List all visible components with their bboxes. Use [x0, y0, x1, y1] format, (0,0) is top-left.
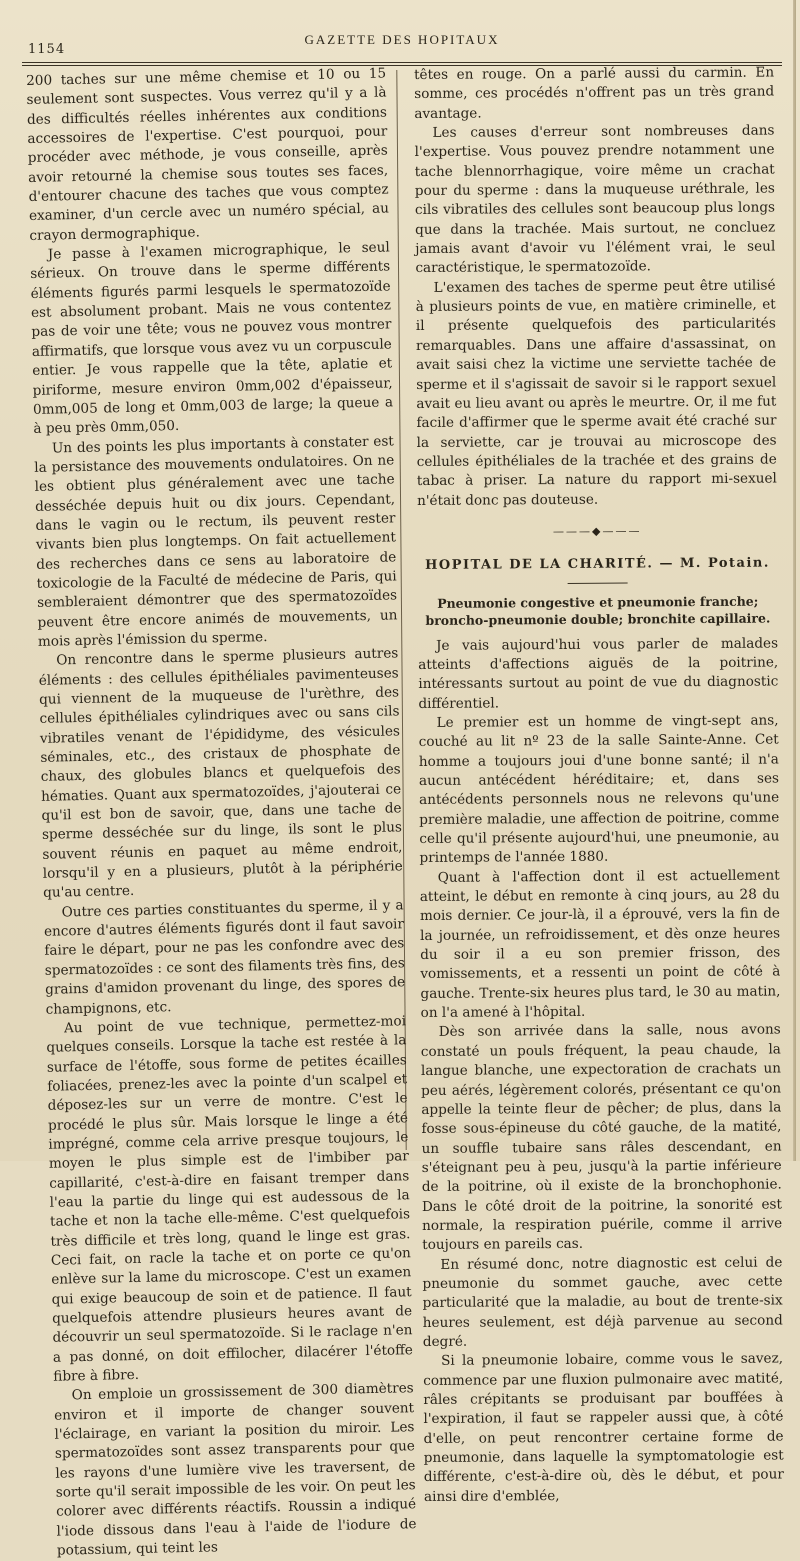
paragraph: 200 taches sur une même chemise et 10 ou 15 seulement sont suspectes. Vous verrez qu'il y a là des difficultés réelles inhérentes aux conditions accessoires de l'expertise. C'est pourquoi, pour procéder avec méthode, je vous conseille, après avoir retourné la chemise sous toutes ses faces, d'entourer chacune des taches que vous comptez examiner, d'un cercle avec un numéro spécial, au crayon dermographique. — [26, 65, 390, 244]
left-column — [26, 64, 417, 1561]
journal-title: GAZETTE DES HOPITAUX — [304, 32, 500, 47]
paragraph: Dès son arrivée dans la salle, nous avons constaté un pouls fréquent, la peau chaude, la langue blanche, une expectoration de crachats un peu aérés, légèrement colorés, présentant ce qu'on appelle la teinte fleur de pêcher; de plus, dans la fosse sous-épineuse du côté gauche, de la matité, un souffle tubaire sans râles descendant, en s'éteignant peu à peu, jusqu'à la partie inférieure de la poitrine, où il existe de la bronchophonie. Dans le côté droit de la poitrine, la sonorité est normale, la respiration puérile, comme il arrive toujours en pareils cas. — [420, 1021, 783, 1254]
paragraph: Le premier est un homme de vingt-sept ans, couché au lit nº 23 de la salle Sainte-Anne. Cet homme a toujours joui d'une bonne santé; il n'a aucun antécédent héréditaire; et, dans ses antécédents personnels nous ne relevons qu'une première maladie, une affection de poitrine, comme celle qu'il présente aujourd'hui, une pneumonie, au printemps de l'année 1880. — [418, 712, 780, 867]
paragraph: Outre ces parties constituantes du sperme, il y a encore d'autres éléments figurés dont il faut savoir faire le départ, pour ne pas les confondre avec des spermatozoïdes : ce sont des filaments très fins, des grains d'amidon provenant du linge, des spores de champignons, etc. — [43, 897, 406, 1018]
short-rule — [568, 582, 628, 583]
paragraph: Au point de vue technique, permettez-moi quelques conseils. Lorsque la tache est restée à la surface de l'étoffe, sous forme de petites écailles foliacées, prenez-les avec la pointe d'un scalpel et déposez-les sur un verre de montre. C'est le procédé le plus sûr. Mais lorsque le linge a été imprégné, comme cela arrive presque toujours, le moyen le plus simple est de l'imbiber par capillarité, c'est-à-dire en faisant tremper dans l'eau la partie du linge qui est audessous de la tache et non la tache elle-même. C'est quelquefois très difficile et très long, quand le linge est gras. Ceci fait, on racle la tache et on porte ce qu'on enlève sur la lame du microscope. C'est un examen qui exige beaucoup de soin et de patience. Il faut quelquefois attendre plusieurs heures avant de découvrir un seul spermatozoïde. Si le raclage n'en a pas donné, on doit effilocher, dilacérer l'étoffe fibre à fibre. — [46, 1013, 414, 1385]
paragraph: Je passe à l'examen micrographique, le seul sérieux. On trouve dans le sperme différents éléments figurés parmi lesquels le spermatozoïde est absolument probant. Mais ne vous contentez pas de voir une tête; vous ne pouvez vous montrer affirmatifs, que lorsque vous avez vu un corpuscule entier. Je vous rappelle que la tête, aplatie et piriforme, mesure environ 0mm,002 d'épaisseur, 0mm,005 de long et 0mm,003 de large; la queue a à peu près 0mm,050. — [30, 239, 394, 438]
paragraph: Les causes d'erreur sont nombreuses dans l'expertise. Vous pouvez prendre notamment une tache blennorrhagique, voire même un crachat pour du sperme : dans la muqueuse uréthrale, les cils vibratiles des cellules sont beaucoup plus longs que dans la trachée. Mais surtout, ne concluez jamais avant d'avoir vu l'élément vrai, le seul caractéristique, le spermatozoïde. — [414, 122, 776, 277]
paragraph: En résumé donc, notre diagnostic est celui de pneumonie du sommet gauche, avec cette particularité que la maladie, au bout de trente-six heures seulement, est déjà parvenue au second degré. — [422, 1254, 783, 1350]
page-header — [22, 28, 782, 56]
lecture-title: Pneumonie congestive et pneumonie franche; broncho-pneumonie double; bronchite capillaire. — [425, 593, 771, 628]
paragraph: L'examen des taches de sperme peut être utilisé à plusieurs points de vue, en matière criminelle, et il présente quelquefois des particularités remarquables. Dans une affaire d'assassinat, on avait saisi chez la victime une serviette tachée de sperme et il s'agissait de savoir si le rapport sexuel avait eu lieu avant ou après le meurtre. Or, il me fut facile d'affirmer que le sperme avait été craché sur la serviette, car je trouvai au microscope des cellules épithéliales de la trachée et des grains de tabac à priser. La nature du rapport mi-sexuel n'était donc pas douteuse. — [415, 277, 777, 509]
page-number: 1154 — [28, 42, 66, 57]
section-ornament: ———◆——— — [552, 524, 642, 538]
right-column — [414, 63, 784, 1507]
paragraph: Si la pneumonie lobaire, comme vous le savez, commence par une fluxion pulmonaire avec matité, râles crépitants se produisant par bouffées à l'expiration, il faut se rappeler aussi que, à côté d'elle, on peut rencontrer certaine forme de pneumonie, dans laquelle la symptomatologie est différente, c'est-à-dire où, dès le début, et pour ainsi dire d'emblée, — [423, 1350, 784, 1505]
page-edge — [793, 0, 796, 1161]
paragraph: On emploie un grossissement de 300 diamètres environ et il importe de changer souvent l'éclairage, en variant la position du miroir. Les spermatozoïdes sont assez transparents pour que les rayons d'une lumière vive les traversent, de sorte qu'il serait impossible de les voir. On peut les colorer avec différents réactifs. Roussin a indiqué l'iode dissous dans l'eau à l'aide de l'iodure de potassium, qui teint les — [53, 1380, 417, 1559]
paragraph: Quant à l'affection dont il est actuellement atteint, le début en remonte à cinq jours, au 28 du mois dernier. Ce jour-là, il a éprouvé, vers la fin de la journée, un refroidissement, et dès onze heures du soir il a eu son premier frisson, des vomissements, et a ressenti un point de côté à gauche. Trente-six heures plus tard, le 30 au matin, on l'a amené à l'hôpital. — [419, 867, 781, 1022]
paragraph: On rencontre dans le sperme plusieurs autres éléments : des cellules épithéliales pavimenteuses qui viennent de la muqueuse de l'urèthre, des cellules épithéliales cylindriques avec ou sans cils vibratiles venant de l'épididyme, des vésicules séminales, etc., des cristaux de phosphate de chaux, des globules blancs et quelquefois des hématies. Quant aux spermatozoïdes, j'ajouterai ce qu'il est bon de savoir, que, dans une tache de sperme desséchée sur du linge, ils sont le plus souvent réunis en paquet au même endroit, lorsqu'il y en a plusieurs, plutôt à la périphérie qu'au centre. — [38, 645, 403, 902]
section-heading: HOPITAL DE LA CHARITÉ. — M. Potain. — [425, 555, 770, 574]
paragraph: Un des points les plus importants à constater est la persistance des mouvements ondulatoires. On ne les obtient plus généralement avec une tache desséchée depuis huit ou dix jours. Cependant, dans le vagin ou le rectum, ils peuvent rester vivants bien plus longtemps. On fait actuellement des recherches dans ce sens au laboratoire de toxicologie de la Faculté de médecine de Paris, qui sembleraient démontrer que des spermatozoïdes peuvent être encore animés de mouvements, un mois après l'émission du sperme. — [34, 432, 398, 650]
paragraph: Je vais aujourd'hui vous parler de malades atteints d'affections aiguës de la poitrine, intéressants surtout au point de vue du diagnostic différentiel. — [418, 635, 779, 712]
paragraph: têtes en rouge. On a parlé aussi du carmin. En somme, ces procédés n'offrent pas un très grand avantage. — [414, 64, 775, 122]
